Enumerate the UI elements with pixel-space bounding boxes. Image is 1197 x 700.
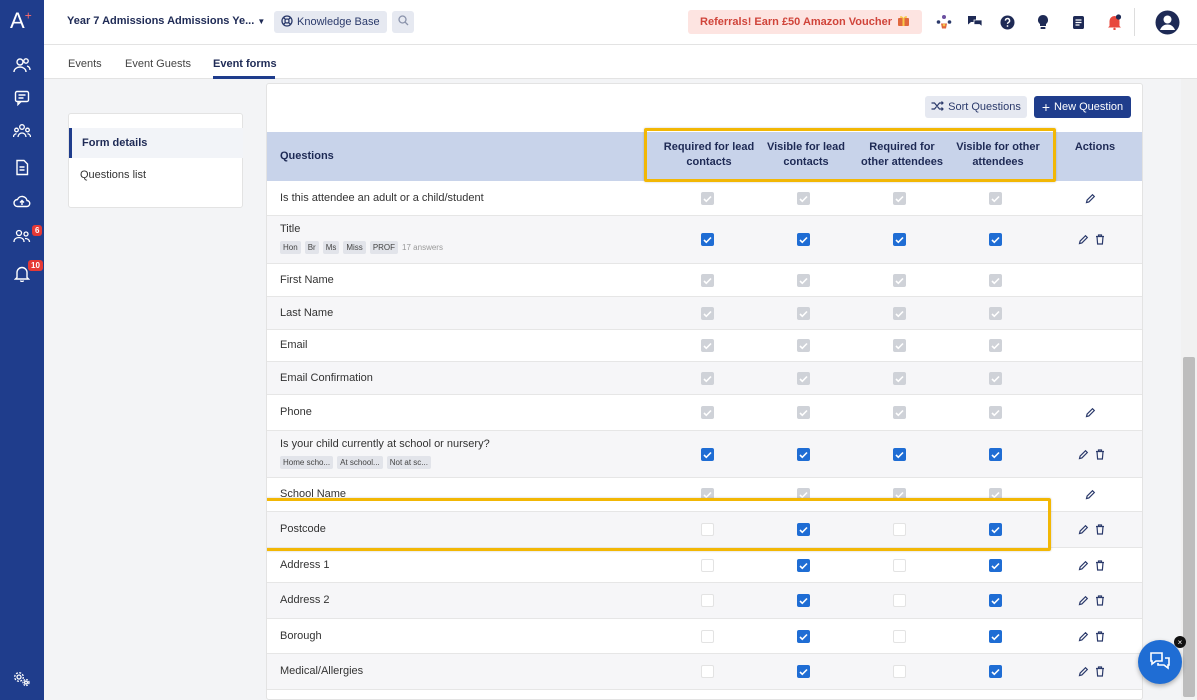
- help-icon[interactable]: [997, 12, 1017, 32]
- checkbox-visible-other: [989, 406, 1002, 419]
- new-question-label: New Question: [1054, 101, 1124, 113]
- header-actions: Actions: [1074, 141, 1116, 153]
- answer-chips: [280, 456, 431, 469]
- checkbox-visible-lead: [797, 274, 810, 287]
- checkbox-required-other[interactable]: [893, 523, 906, 536]
- checkbox-required-other[interactable]: [893, 665, 906, 678]
- groups-icon[interactable]: [11, 120, 33, 142]
- answer-chip: Ms: [323, 241, 340, 254]
- checkbox-required-lead: [701, 488, 714, 501]
- question-label: Is this attendee an adult or a child/student: [280, 192, 484, 204]
- sub-navigation: [44, 45, 1197, 79]
- checkbox-visible-lead: [797, 406, 810, 419]
- knowledge-base-label: Knowledge Base: [297, 16, 380, 28]
- chevron-down-icon: ▼: [257, 17, 266, 26]
- divider: [1134, 8, 1135, 36]
- header-visible-other: Visible for other attendees: [956, 141, 1040, 168]
- row-actions: [1078, 666, 1105, 678]
- chat-bubbles-icon[interactable]: [965, 12, 985, 32]
- search-button[interactable]: [392, 11, 414, 33]
- app-logo[interactable]: A+: [10, 8, 32, 33]
- edit-icon[interactable]: [1085, 489, 1096, 501]
- checkbox-visible-lead: [797, 372, 810, 385]
- checkbox-required-other: [893, 406, 906, 419]
- answer-chip: PROF: [370, 241, 398, 254]
- answer-chip: Miss: [343, 241, 365, 254]
- menu-item-form-details[interactable]: Form details: [69, 128, 243, 158]
- edit-icon[interactable]: [1078, 631, 1089, 643]
- row-actions: [1078, 449, 1105, 461]
- sort-questions-button[interactable]: [925, 96, 1027, 118]
- contacts-icon[interactable]: [11, 54, 33, 76]
- menu-item-questions-list[interactable]: Questions list: [80, 169, 147, 181]
- row-actions: [1078, 524, 1105, 536]
- checkbox-required-other: [893, 274, 906, 287]
- delete-icon[interactable]: [1095, 524, 1105, 536]
- checkbox-visible-other[interactable]: [989, 523, 1002, 536]
- checkbox-required-lead[interactable]: [701, 523, 714, 536]
- question-label: Medical/Allergies: [280, 665, 364, 677]
- notes-icon[interactable]: [1068, 12, 1088, 32]
- header-required-other: Required for other attendees: [861, 141, 943, 168]
- table-row: [267, 264, 1143, 297]
- table-header: [267, 132, 1143, 181]
- checkbox-visible-lead[interactable]: [797, 559, 810, 572]
- tab-events[interactable]: Events: [68, 58, 102, 70]
- checkbox-required-other: [893, 339, 906, 352]
- checkbox-visible-lead[interactable]: [797, 665, 810, 678]
- row-actions: [1078, 234, 1105, 246]
- question-label: Last Name: [280, 307, 334, 319]
- checkbox-visible-other[interactable]: [989, 233, 1002, 246]
- row-actions: [1078, 560, 1105, 572]
- delete-icon[interactable]: [1095, 631, 1105, 643]
- checkbox-visible-other[interactable]: [989, 665, 1002, 678]
- table-row: [267, 362, 1143, 395]
- delete-icon[interactable]: [1095, 666, 1105, 678]
- table-row: [267, 654, 1143, 690]
- form-sections-menu: [68, 113, 243, 208]
- checkbox-required-other[interactable]: [893, 233, 906, 246]
- edit-icon[interactable]: [1078, 234, 1089, 246]
- settings-icon[interactable]: [11, 668, 33, 690]
- alert-bell-icon[interactable]: [1104, 12, 1124, 32]
- table-row: [267, 512, 1143, 548]
- question-label: Address 1: [280, 559, 330, 571]
- delete-icon[interactable]: [1095, 449, 1105, 461]
- team-icon[interactable]: [11, 225, 33, 247]
- question-label: Address 2: [280, 594, 330, 606]
- checkbox-visible-lead: [797, 307, 810, 320]
- messages-icon[interactable]: [11, 87, 33, 109]
- delete-icon[interactable]: [1095, 234, 1105, 246]
- edit-icon[interactable]: [1078, 595, 1089, 607]
- shuffle-icon: [931, 101, 944, 114]
- tab-event-guests[interactable]: Event Guests: [125, 58, 192, 70]
- table-row: [267, 297, 1143, 330]
- new-question-button[interactable]: [1034, 96, 1131, 118]
- checkbox-visible-other: [989, 307, 1002, 320]
- referral-label: Referrals! Earn £50 Amazon Voucher: [700, 16, 892, 28]
- checkbox-visible-other[interactable]: [989, 594, 1002, 607]
- checkbox-required-lead: [701, 372, 714, 385]
- row-actions: [1085, 193, 1096, 205]
- question-label: Postcode: [280, 523, 326, 535]
- checkbox-required-other: [893, 192, 906, 205]
- header-required-lead: Required for lead contacts: [663, 141, 755, 168]
- checkbox-required-other[interactable]: [893, 630, 906, 643]
- top-bar: [44, 0, 1197, 45]
- delete-icon[interactable]: [1095, 595, 1105, 607]
- checkbox-required-other: [893, 372, 906, 385]
- row-actions: [1085, 489, 1096, 501]
- question-label: Email Confirmation: [280, 372, 373, 384]
- checkbox-required-lead[interactable]: [701, 448, 714, 461]
- edit-icon[interactable]: [1078, 449, 1089, 461]
- row-actions: [1078, 595, 1105, 607]
- checkbox-visible-lead[interactable]: [797, 233, 810, 246]
- answer-chip: At school...: [337, 456, 383, 469]
- table-row: [267, 182, 1143, 216]
- checkbox-visible-lead: [797, 339, 810, 352]
- answer-chip: Br: [305, 241, 319, 254]
- left-rail: [0, 0, 44, 700]
- table-row: [267, 431, 1143, 478]
- question-label: Phone: [280, 406, 312, 418]
- checkbox-visible-other[interactable]: [989, 630, 1002, 643]
- edit-icon[interactable]: [1085, 407, 1096, 419]
- checkbox-visible-lead[interactable]: [797, 630, 810, 643]
- scrollbar-thumb[interactable]: [1183, 357, 1195, 697]
- question-label: School Name: [280, 488, 347, 500]
- checkbox-required-other: [893, 307, 906, 320]
- vertical-scrollbar[interactable]: [1181, 79, 1197, 700]
- edit-icon[interactable]: [1078, 524, 1089, 536]
- checkbox-visible-lead[interactable]: [797, 594, 810, 607]
- table-row: [267, 395, 1143, 431]
- checkbox-required-lead[interactable]: [701, 233, 714, 246]
- table-row: [267, 619, 1143, 654]
- plus-icon: +: [1041, 99, 1051, 115]
- delete-icon[interactable]: [1095, 560, 1105, 572]
- answer-count: 17 answers: [402, 243, 443, 252]
- checkbox-visible-lead[interactable]: [797, 448, 810, 461]
- checkbox-required-lead: [701, 406, 714, 419]
- checkbox-required-lead: [701, 192, 714, 205]
- question-label: Email: [280, 339, 308, 351]
- edit-icon[interactable]: [1085, 193, 1096, 205]
- checkbox-required-lead[interactable]: [701, 665, 714, 678]
- table-row: [267, 330, 1143, 362]
- checkbox-visible-lead: [797, 488, 810, 501]
- answer-chip: Hon: [280, 241, 301, 254]
- table-row: [267, 548, 1143, 583]
- checkbox-required-lead: [701, 307, 714, 320]
- checkbox-visible-other: [989, 372, 1002, 385]
- close-chat-icon[interactable]: ×: [1174, 636, 1186, 648]
- checkbox-required-other[interactable]: [893, 448, 906, 461]
- community-icon[interactable]: [934, 12, 954, 32]
- tab-event-forms[interactable]: Event forms: [213, 58, 277, 70]
- table-row: [267, 216, 1143, 264]
- question-label: Title: [280, 223, 301, 235]
- checkbox-required-other[interactable]: [893, 559, 906, 572]
- table-row: [267, 478, 1143, 512]
- answer-chip: Home scho...: [280, 456, 333, 469]
- edit-icon[interactable]: [1078, 560, 1089, 572]
- sort-questions-label: Sort Questions: [948, 101, 1021, 113]
- team-badge: 6: [32, 225, 42, 236]
- checkbox-visible-other: [989, 274, 1002, 287]
- header-questions: Questions: [280, 150, 334, 162]
- row-actions: [1078, 631, 1105, 643]
- question-label: Is your child currently at school or nursery?: [280, 438, 490, 450]
- checkbox-visible-other[interactable]: [989, 559, 1002, 572]
- checkbox-required-other: [893, 488, 906, 501]
- answer-chips: [280, 241, 443, 254]
- checkbox-visible-lead: [797, 192, 810, 205]
- content-area: [44, 79, 1197, 700]
- school-selector[interactable]: Year 7 Admissions Admissions Ye... ▼: [67, 15, 266, 27]
- document-icon[interactable]: [11, 156, 33, 178]
- referral-banner[interactable]: [688, 10, 922, 34]
- search-icon: [398, 15, 409, 29]
- chat-icon: [1149, 651, 1171, 674]
- checkbox-required-lead[interactable]: [701, 559, 714, 572]
- checkbox-visible-other: [989, 192, 1002, 205]
- checkbox-required-lead: [701, 339, 714, 352]
- lifebuoy-icon: [281, 15, 293, 30]
- questions-panel: [266, 83, 1143, 700]
- question-label: First Name: [280, 274, 334, 286]
- answer-chip: Not at sc...: [387, 456, 431, 469]
- question-label: Borough: [280, 630, 322, 642]
- notifications-badge: 10: [28, 260, 43, 271]
- checkbox-required-lead: [701, 274, 714, 287]
- row-actions: [1085, 407, 1096, 419]
- header-visible-lead: Visible for lead contacts: [766, 141, 846, 168]
- checkbox-visible-lead[interactable]: [797, 523, 810, 536]
- table-row: [267, 583, 1143, 619]
- checkbox-required-other[interactable]: [893, 594, 906, 607]
- checkbox-visible-other[interactable]: [989, 448, 1002, 461]
- checkbox-visible-other: [989, 339, 1002, 352]
- checkbox-required-lead[interactable]: [701, 594, 714, 607]
- edit-icon[interactable]: [1078, 666, 1089, 678]
- checkbox-required-lead[interactable]: [701, 630, 714, 643]
- checkbox-visible-other: [989, 488, 1002, 501]
- knowledge-base-button[interactable]: [274, 11, 387, 33]
- user-avatar-icon[interactable]: [1155, 10, 1180, 35]
- cloud-upload-icon[interactable]: [11, 190, 33, 212]
- lightbulb-icon[interactable]: [1033, 12, 1053, 32]
- gift-icon: [897, 14, 910, 30]
